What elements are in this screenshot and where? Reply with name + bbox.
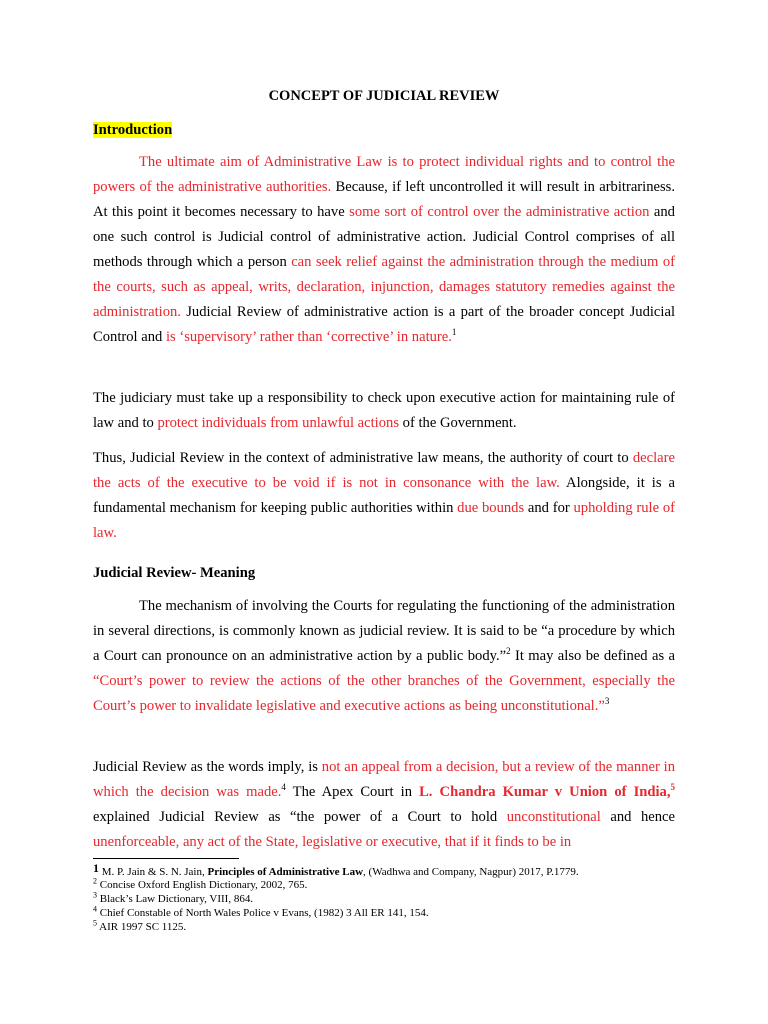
footnote-ref-5: 5 (670, 782, 675, 793)
introduction-heading: Introduction (93, 122, 173, 138)
p5-case-name: L. Chandra Kumar v Union of India, (419, 784, 671, 800)
p1-highlight-aim: The ultimate aim of Administrative Law is to protect individual rights and to control the powers of the administrative authorities. (93, 154, 675, 195)
p4-text: The mechanism of involving the Courts for regulating the functioning of the administration in several directions, is commonly known as judicial review. It is said to be “a procedure by which a Court can pronounce on an administrative action by a public body.” (93, 598, 675, 664)
paragraph-intro (93, 150, 675, 350)
footnote-1-book-title: Principles of Administrative Law (207, 866, 364, 878)
footnote-4-number: 4 (93, 904, 97, 914)
footnote-4-text: Chief Constable of North Wales Police v Evans, (1982) 3 All ER 141, 154. (97, 907, 429, 919)
paragraph-mechanism (93, 594, 675, 719)
p3-text: Alongside, it is a fundamental mechanism for keeping public authorities within (93, 475, 676, 516)
p3-highlight-rule: upholding rule of law. (93, 500, 675, 541)
footnote-2-text: Concise Oxford English Dictionary, 2002, 765. (97, 879, 308, 891)
p5-text: explained Judicial Review as “the power of a Court to hold (93, 809, 507, 825)
footnote-ref-2: 2 (506, 646, 511, 657)
p5-highlight-unconstitutional: unconstitutional (506, 809, 601, 825)
paragraph-judiciary (93, 386, 675, 436)
footnote-1-number: 1 (93, 861, 99, 875)
p5-highlight-unenforceable: unenforceable, any act of the State, legislative or executive, that if it finds to be in (93, 834, 572, 850)
p1-text: Because, if left uncontrolled it will result in arbitrariness. At this point it becomes necessary to have (93, 179, 675, 220)
p1-text: Judicial Review of administrative action is a part of the broader concept Judicial Control and (93, 304, 675, 345)
footnote-ref-4: 4 (281, 782, 286, 793)
p1-highlight-supervisory: is ‘supervisory’ rather than ‘corrective’ in nature. (165, 329, 452, 345)
p5-text: The Apex Court in (285, 784, 420, 800)
p1-highlight-relief: can seek relief against the administration through the medium of the courts, such as appeal, writs, declaration, injunction, damages statutory remedies against the administration. (93, 254, 675, 320)
footnote-2 (93, 876, 693, 893)
footnote-1-text: , (Wadhwa and Company, Nagpur) 2017, P.1779. (363, 866, 579, 878)
footnote-5-number: 5 (93, 918, 97, 928)
p5-text: and hence (600, 809, 675, 825)
footnote-4 (93, 904, 693, 921)
document-title: CONCEPT OF JUDICIAL REVIEW (268, 88, 500, 104)
p4-text: It may also be defined as a (510, 648, 675, 664)
p3-highlight-bounds: due bounds (457, 500, 525, 516)
p2-text: The judiciary must take up a responsibility to check upon executive action for maintaining rule of law and to (93, 390, 675, 431)
p3-text: and for (524, 500, 574, 516)
p4-highlight-power: “Court’s power to review the actions of the other branches of the Government, especially the Court’s power to invalidate legislative and executive actions as being unconstitutional.” (93, 673, 675, 714)
p3-highlight-declare: declare the acts of the executive to be void if is not in consonance with the law. (93, 450, 675, 491)
paragraph-review (93, 755, 675, 855)
footnote-3 (93, 890, 693, 907)
p5-text: Judicial Review as the words imply, is (93, 759, 322, 775)
meaning-heading: Judicial Review- Meaning (93, 565, 256, 581)
footnote-3-number: 3 (93, 890, 97, 900)
paragraph-thus (93, 446, 675, 546)
p1-text: and one such control is Judicial control of administrative action. Judicial Control comprises of all methods through which a person (93, 204, 675, 270)
p3-text: Thus, Judicial Review in the context of administrative law means, the authority of court to (93, 450, 633, 466)
footnote-ref-1: 1 (451, 327, 457, 338)
meaning-heading-block (93, 561, 675, 586)
p5-highlight-appeal: not an appeal from a decision, but a review of the manner in which the decision was made. (93, 759, 675, 800)
introduction-heading-block (93, 118, 675, 143)
footnote-ref-3: 3 (604, 696, 610, 707)
footnote-5-text: AIR 1997 SC 1125. (97, 921, 187, 933)
p2-text: of the Government. (399, 415, 517, 431)
footnote-3-text: Black’s Law Dictionary, VIII, 864. (97, 893, 254, 905)
footnote-2-number: 2 (93, 876, 97, 886)
footnote-separator (93, 858, 239, 859)
p1-highlight-control: some sort of control over the administrative action (349, 204, 650, 220)
footnote-5 (93, 918, 693, 935)
footnote-1-text: M. P. Jain & S. N. Jain, (99, 866, 208, 878)
p2-highlight: protect individuals from unlawful actions (157, 415, 400, 431)
footnote-1 (93, 862, 693, 880)
